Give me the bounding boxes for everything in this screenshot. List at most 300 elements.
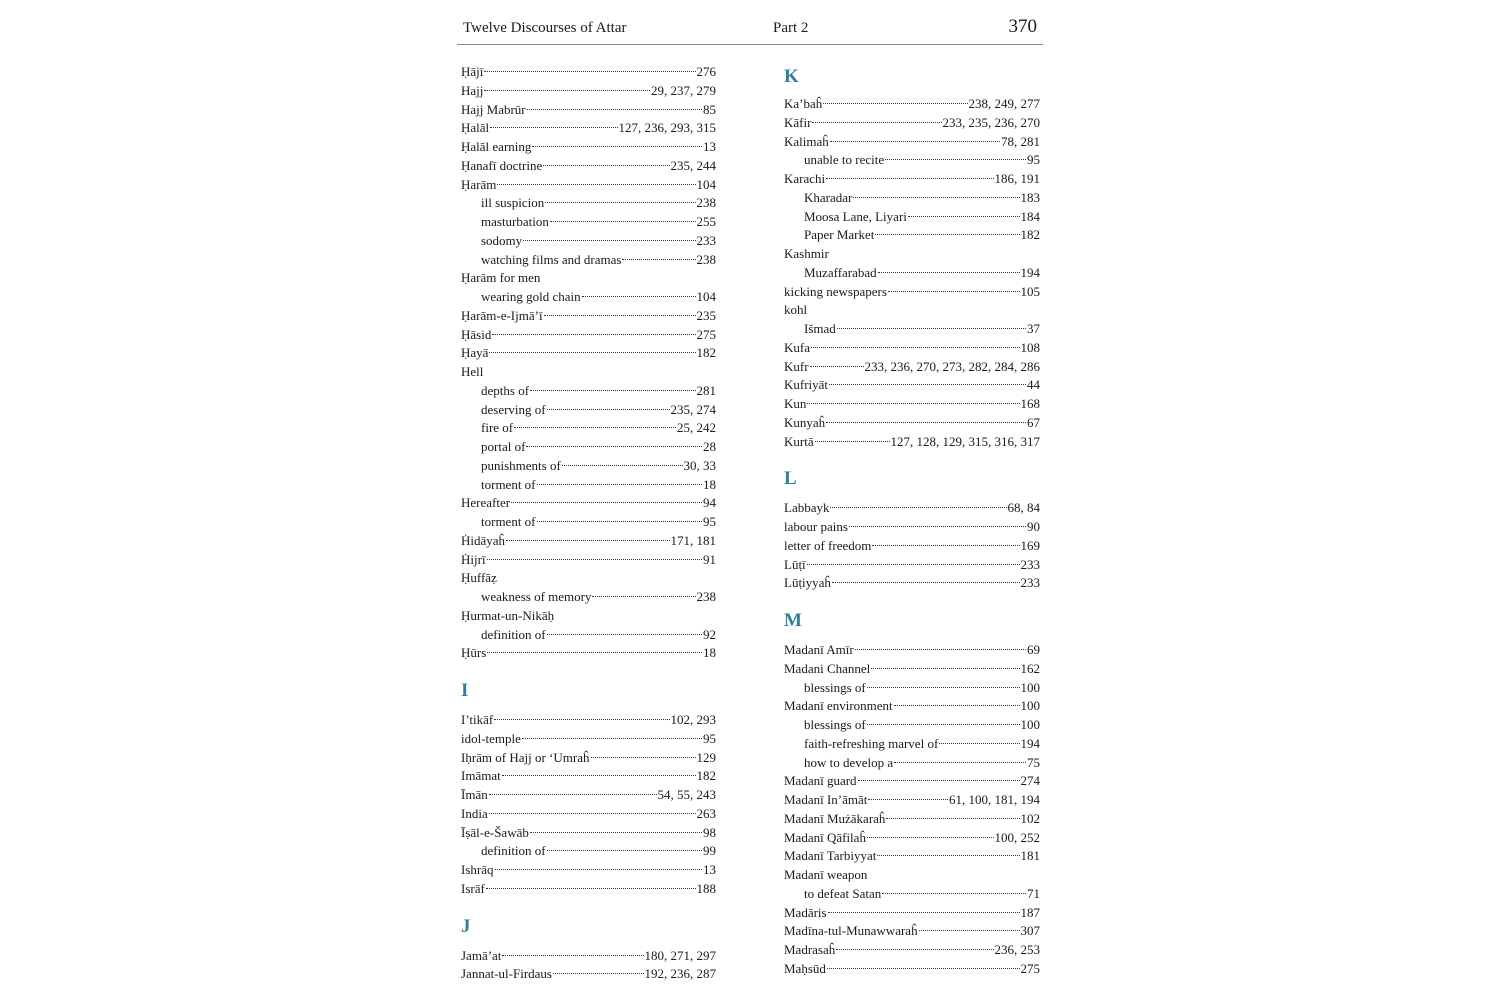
entry-pages: 233 [1020, 556, 1040, 572]
entry-term: Lūṭiyyaĥ [784, 575, 831, 591]
index-entry [784, 95, 1040, 114]
index-entry [461, 861, 716, 880]
index-entry [784, 283, 1040, 302]
entry-pages: 127, 236, 293, 315 [618, 120, 716, 136]
entry-pages: 18 [703, 645, 716, 661]
index-entry [461, 532, 716, 551]
entry-pages: 28 [703, 439, 716, 454]
entry-pages: 194 [1020, 264, 1040, 280]
dot-leader [908, 216, 1020, 217]
dot-leader [495, 869, 703, 870]
index-entry [784, 537, 1040, 556]
dot-leader [812, 122, 941, 123]
entry-term: Madanī Amīr [784, 642, 854, 657]
entry-pages: 25, 242 [677, 420, 716, 436]
index-entry [784, 697, 1040, 716]
entry-pages: 92 [703, 626, 716, 642]
dot-leader [828, 912, 1020, 913]
entry-term: idol-temple [461, 730, 521, 746]
index-entry [784, 772, 1040, 791]
dot-leader [894, 762, 1026, 763]
dot-leader [919, 930, 1020, 931]
entry-term: Madani Channel [784, 660, 871, 676]
entry-pages: 100 [1020, 698, 1040, 714]
entry-pages: 171, 181 [670, 532, 716, 548]
entry-term: torment of [481, 514, 536, 529]
index-subentry [461, 588, 716, 607]
entry-term: sodomy [481, 232, 523, 248]
entry-pages: 105 [1020, 283, 1040, 299]
entry-term: portal of [481, 439, 526, 454]
entry-term: wearing gold chain [481, 289, 581, 304]
dot-leader [492, 334, 695, 335]
entry-pages: 281 [696, 382, 716, 398]
dot-leader [547, 409, 670, 410]
entry-term: definition of [481, 843, 546, 859]
entry-term: watching films and dramas [481, 251, 622, 267]
entry-term: torment of [481, 476, 536, 492]
entry-pages: 276 [696, 64, 716, 79]
entry-pages: 108 [1020, 339, 1040, 355]
entry-pages: 69 [1027, 642, 1040, 657]
index-entry [461, 569, 716, 588]
dot-leader [494, 719, 669, 720]
index-entry [784, 641, 1040, 660]
dot-leader [550, 221, 696, 222]
index-subentry [461, 457, 716, 476]
index-subentry [784, 754, 1040, 773]
index-entry [784, 358, 1040, 377]
entry-term: Īmān [461, 787, 488, 802]
page-number: 370 [1008, 16, 1037, 37]
entry-pages: 238 [696, 589, 716, 604]
index-subentry [461, 513, 716, 532]
dot-leader [877, 855, 1019, 856]
dot-leader [489, 794, 657, 795]
index-entry [461, 82, 716, 101]
index-entry [461, 965, 716, 984]
entry-pages: 78, 281 [1001, 133, 1040, 149]
dot-leader [562, 465, 683, 466]
dot-leader [811, 347, 1020, 348]
index-entry [784, 133, 1040, 152]
index-subentry [784, 885, 1040, 904]
entry-pages: 236, 253 [994, 942, 1040, 957]
index-entry [461, 824, 716, 843]
entry-term: Kun [784, 396, 807, 411]
index-subentry [461, 401, 716, 420]
dot-leader [591, 757, 696, 758]
dot-leader [514, 427, 676, 428]
dot-leader [885, 159, 1026, 160]
dot-leader [547, 850, 702, 851]
entry-term: Moosa Lane, Liyari [804, 208, 907, 224]
entry-term: Kufriyāt [784, 377, 829, 393]
index-subentry [461, 194, 716, 213]
index-entry [784, 960, 1040, 979]
index-entry [461, 138, 716, 157]
index-entry [461, 363, 716, 382]
entry-term: Jannat-ul-Firdaus [461, 966, 552, 982]
index-entry [784, 556, 1040, 575]
entry-pages: 91 [703, 551, 716, 567]
entry-term: how to develop a [804, 754, 894, 770]
entry-term: Hereafter [461, 495, 511, 511]
dot-leader [527, 109, 702, 110]
entry-pages: 102, 293 [670, 712, 716, 727]
entry-term: Ḥanafī doctrine [461, 157, 543, 173]
index-letter-heading: K [784, 66, 799, 87]
index-entry [784, 499, 1040, 518]
dot-leader [544, 315, 696, 316]
index-entry [784, 847, 1040, 866]
index-entry [784, 922, 1040, 941]
entry-term: Kharadar [804, 189, 853, 205]
index-entry [784, 170, 1040, 189]
dot-leader [810, 366, 864, 367]
index-entry [461, 880, 716, 899]
dot-leader [490, 127, 617, 128]
entry-term: Karachi [784, 171, 826, 186]
dot-leader [526, 446, 702, 447]
entry-pages: 233 [1020, 575, 1040, 591]
entry-term: Ḥājī [461, 64, 484, 79]
entry-term: Ḥūrs [461, 645, 487, 661]
index-subentry [784, 208, 1040, 227]
entry-pages: 168 [1020, 396, 1040, 411]
dot-leader [807, 564, 1020, 565]
book-page [457, 0, 1043, 1000]
entry-pages: 13 [703, 139, 716, 154]
entry-term: weakness of memory [481, 589, 592, 604]
entry-pages: 54, 55, 243 [657, 787, 716, 802]
index-subentry [784, 151, 1040, 170]
entry-pages: 307 [1020, 923, 1040, 939]
index-entry [461, 157, 716, 176]
dot-leader [487, 652, 702, 653]
index-entry [461, 101, 716, 120]
index-entry [784, 574, 1040, 593]
index-entry [784, 904, 1040, 923]
entry-pages: 95 [703, 730, 716, 746]
index-letter-heading: L [784, 468, 797, 490]
entry-term: Lūṭī [784, 556, 806, 572]
entry-term: Madanī In’āmāt [784, 792, 868, 807]
entry-pages: 85 [703, 101, 716, 117]
index-entry [461, 269, 716, 288]
entry-pages: 94 [703, 495, 716, 511]
entry-pages: 263 [696, 805, 716, 821]
entry-term: Ḣijrī [461, 551, 486, 567]
entry-term: fire of [481, 420, 514, 436]
dot-leader [823, 103, 967, 104]
entry-pages: 184 [1020, 208, 1040, 224]
dot-leader [532, 146, 702, 147]
entry-term: Iḥrām of Hajj or ‘Umraĥ [461, 749, 590, 765]
dot-leader [875, 234, 1019, 235]
entry-term: Hell [461, 364, 484, 379]
entry-term: Ḥarām [461, 176, 497, 192]
dot-leader [829, 384, 1026, 385]
dot-leader [582, 296, 696, 297]
index-entry [461, 805, 716, 824]
entry-term: Hajj [461, 82, 484, 98]
entry-pages: 104 [696, 176, 716, 192]
entry-term: kicking newspapers [784, 283, 887, 299]
index-entry [461, 176, 716, 195]
entry-pages: 235 [696, 307, 716, 323]
entry-pages: 275 [696, 326, 716, 342]
entry-term: ill suspicion [481, 195, 545, 211]
dot-leader [502, 775, 696, 776]
index-entry [461, 947, 716, 966]
index-subentry [784, 226, 1040, 245]
entry-pages: 127, 128, 129, 315, 316, 317 [890, 433, 1040, 449]
dot-leader [502, 955, 643, 956]
entry-pages: 235, 244 [670, 157, 716, 173]
entry-term: definition of [481, 626, 546, 642]
index-entry [784, 301, 1040, 320]
index-entry [784, 114, 1040, 133]
dot-leader [545, 202, 695, 203]
index-entry [461, 494, 716, 513]
dot-leader [530, 832, 702, 833]
entry-pages: 67 [1027, 414, 1040, 430]
book-title: Twelve Discourses of Attar [463, 20, 627, 36]
index-letter-heading: J [461, 915, 471, 937]
dot-leader [543, 165, 669, 166]
index-entry [461, 119, 716, 138]
entry-pages: 181 [1020, 848, 1040, 864]
entry-term: Madāris [784, 904, 827, 920]
index-entry [461, 749, 716, 768]
index-entry [461, 307, 716, 326]
index-subentry [461, 419, 716, 438]
entry-term: Išmad [804, 321, 836, 336]
dot-leader [837, 328, 1026, 329]
index-subentry [784, 679, 1040, 698]
index-entry [461, 607, 716, 626]
entry-pages: 182 [696, 768, 716, 784]
index-entry [461, 711, 716, 730]
index-subentry [784, 264, 1040, 283]
dot-leader [853, 197, 1019, 198]
index-entry [461, 551, 716, 570]
index-entry [784, 339, 1040, 358]
entry-term: letter of freedom [784, 537, 872, 553]
entry-term: Madanī Tarbiyyat [784, 848, 877, 864]
dot-leader [537, 484, 702, 485]
entry-pages: 187 [1020, 904, 1040, 920]
dot-leader [849, 526, 1026, 527]
dot-leader [878, 272, 1020, 273]
index-subentry [784, 189, 1040, 208]
index-subentry [461, 213, 716, 232]
entry-term: Madanī Mużākaraĥ [784, 810, 886, 826]
entry-pages: 162 [1020, 660, 1040, 676]
dot-leader [867, 687, 1020, 688]
dot-leader [530, 390, 695, 391]
dot-leader [867, 837, 994, 838]
index-entry [461, 63, 716, 82]
entry-term: Hajj Mabrūr [461, 101, 526, 117]
entry-pages: 100 [1020, 679, 1040, 695]
index-subentry [461, 251, 716, 270]
index-entry [461, 644, 716, 663]
entry-term: Kunyaĥ [784, 414, 826, 430]
dot-leader [484, 71, 695, 72]
entry-term: India [461, 805, 488, 821]
entry-term: kohl [784, 302, 808, 318]
entry-term: Labbayk [784, 500, 830, 516]
entry-term: Madrasaĥ [784, 942, 836, 957]
index-subentry [784, 735, 1040, 754]
entry-pages: 194 [1020, 735, 1040, 751]
index-subentry [461, 626, 716, 645]
entry-pages: 188 [696, 880, 716, 896]
entry-term: Maḥsūd [784, 960, 826, 976]
entry-pages: 90 [1027, 519, 1040, 534]
index-subentry [461, 382, 716, 401]
entry-pages: 18 [703, 476, 716, 492]
entry-pages: 235, 274 [670, 401, 716, 417]
entry-pages: 238 [696, 195, 716, 211]
index-column-right [784, 63, 1040, 979]
entry-term: unable to recite [804, 152, 885, 168]
dot-leader [489, 813, 696, 814]
entry-term: blessings of [804, 717, 866, 732]
index-subentry [784, 716, 1040, 735]
dot-leader [486, 888, 696, 889]
dot-leader [830, 507, 1006, 508]
index-entry [784, 433, 1040, 452]
entry-term: blessings of [804, 679, 866, 695]
index-entry [461, 344, 716, 363]
entry-term: deserving of [481, 401, 546, 417]
entry-pages: 102 [1020, 810, 1040, 826]
dot-leader [487, 559, 702, 560]
entry-term: faith-refreshing marvel of [804, 735, 939, 751]
entry-pages: 182 [1020, 227, 1040, 243]
entry-term: Īṣāl-e-Šawāb [461, 824, 529, 840]
index-entry [784, 810, 1040, 829]
entry-pages: 192, 236, 287 [644, 966, 716, 982]
dot-leader [511, 502, 702, 503]
entry-term: Ḥalāl earning [461, 139, 532, 154]
entry-term: Kalimaĥ [784, 133, 829, 149]
entry-term: to defeat Satan [804, 885, 882, 901]
index-entry [784, 395, 1040, 414]
dot-leader [523, 240, 695, 241]
dot-leader [939, 743, 1019, 744]
dot-leader [868, 799, 948, 800]
index-entry [784, 414, 1040, 433]
dot-leader [882, 893, 1026, 894]
index-entry [784, 518, 1040, 537]
dot-leader [489, 352, 695, 353]
entry-term: Paper Market [804, 227, 875, 243]
dot-leader [832, 582, 1020, 583]
dot-leader [855, 649, 1026, 650]
dot-leader [553, 973, 644, 974]
entry-pages: 37 [1027, 321, 1040, 336]
index-entry [461, 767, 716, 786]
dot-leader [836, 949, 993, 950]
index-subentry [461, 232, 716, 251]
entry-pages: 104 [696, 289, 716, 304]
index-entry [784, 866, 1040, 885]
index-letter-heading: M [784, 610, 802, 631]
entry-pages: 238 [696, 251, 716, 267]
entry-pages: 100, 252 [994, 829, 1040, 845]
entry-term: Kurtā [784, 433, 814, 449]
entry-term: Ḥalāl [461, 120, 490, 136]
index-subentry [784, 320, 1040, 339]
dot-leader [888, 291, 1020, 292]
index-subentry [461, 288, 716, 307]
entry-term: depths of [481, 382, 530, 398]
index-column-left [461, 63, 716, 984]
entry-term: Madanī guard [784, 773, 857, 789]
dot-leader [484, 90, 650, 91]
entry-term: Ḥuffāẓ [461, 570, 497, 586]
entry-term: Jamā’at [461, 947, 502, 963]
entry-pages: 95 [703, 514, 716, 529]
entry-term: Imāmat [461, 768, 501, 784]
entry-pages: 99 [703, 843, 716, 859]
entry-pages: 29, 237, 279 [651, 82, 716, 98]
dot-leader [537, 521, 702, 522]
entry-pages: 13 [703, 862, 716, 877]
dot-leader [826, 178, 993, 179]
entry-pages: 100 [1020, 717, 1040, 732]
entry-pages: 75 [1027, 754, 1040, 770]
entry-pages: 275 [1020, 960, 1040, 976]
entry-term: Madanī environment [784, 698, 893, 714]
dot-leader [867, 724, 1020, 725]
entry-term: Kashmir [784, 246, 829, 261]
index-entry [784, 660, 1040, 679]
entry-pages: 238, 249, 277 [968, 96, 1040, 111]
entry-pages: 44 [1027, 377, 1040, 393]
entry-term: Ḥayā [461, 345, 489, 361]
entry-term: Ḥarām-e-Ijmā’ī [461, 307, 543, 323]
index-entry [784, 376, 1040, 395]
index-entry [784, 245, 1040, 264]
dot-leader [826, 422, 1026, 423]
index-entry [461, 730, 716, 749]
dot-leader [506, 540, 669, 541]
entry-term: labour pains [784, 519, 848, 534]
entry-pages: 186, 191 [994, 171, 1040, 186]
dot-leader [497, 184, 695, 185]
index-entry [461, 326, 716, 345]
dot-leader [894, 705, 1020, 706]
index-entry [784, 941, 1040, 960]
entry-pages: 183 [1020, 189, 1040, 205]
entry-term: Muzaffarabad [804, 264, 877, 280]
dot-leader [830, 141, 1000, 142]
index-subentry [461, 842, 716, 861]
entry-pages: 95 [1027, 152, 1040, 168]
entry-pages: 255 [696, 214, 716, 229]
entry-term: I’tikāf [461, 712, 494, 727]
entry-pages: 274 [1020, 773, 1040, 789]
dot-leader [815, 441, 890, 442]
entry-term: Kufa [784, 339, 810, 355]
dot-leader [547, 634, 702, 635]
entry-pages: 30, 33 [683, 457, 716, 473]
